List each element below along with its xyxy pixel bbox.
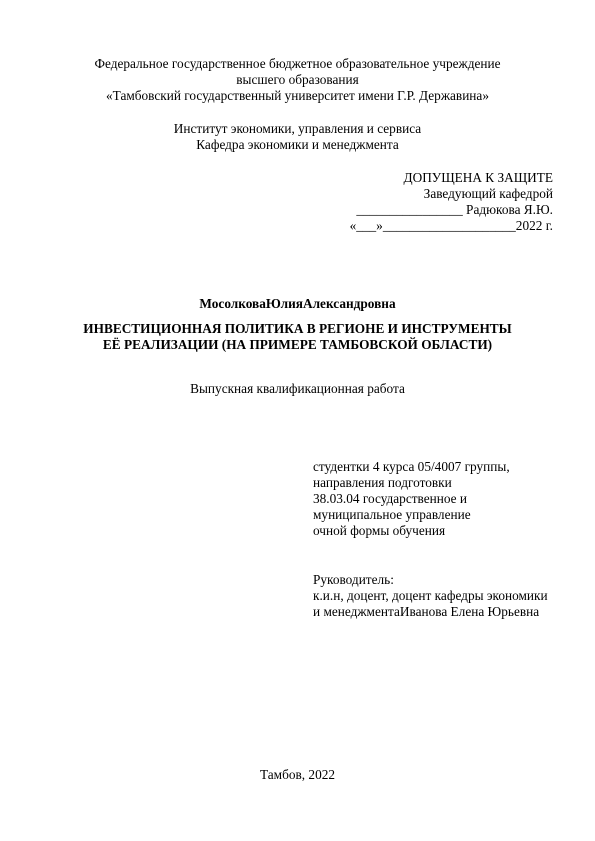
student-line-3: 38.03.04 государственное и (313, 491, 468, 506)
work-type-text: Выпускная квалификационная работа (190, 381, 405, 396)
approval-block (350, 170, 553, 234)
thesis-title-line-2: ЕЁ РЕАЛИЗАЦИИ (НА ПРИМЕРЕ ТАМБОВСКОЙ ОБЛАСТИ) (102, 337, 493, 352)
institute-name: Институт экономики, управления и сервиса (173, 121, 422, 136)
work-type (0, 381, 595, 397)
city-year-footer (0, 767, 595, 783)
organization-line-3: «Тамбовский государственный университет имени Г.Р. Державина» (106, 88, 489, 103)
chair-name: Кафедра экономики и менеджмента (196, 137, 399, 152)
organization-header (0, 56, 595, 104)
organization-line-1: Федеральное государственное бюджетное образовательное учреждение (94, 56, 501, 71)
supervisor-line-2: и менеджментаИванова Елена Юрьевна (313, 604, 540, 619)
supervisor-info (313, 572, 573, 620)
student-line-2: направления подготовки (313, 475, 452, 490)
department-block (0, 121, 595, 153)
thesis-title (0, 321, 595, 353)
supervisor-line-1: к.и.н, доцент, доцент кафедры экономики (313, 588, 548, 603)
student-line-4: муниципальное управление (313, 507, 471, 522)
student-line-5: очной формы обучения (313, 523, 446, 538)
approval-status: ДОПУЩЕНА К ЗАЩИТЕ (403, 170, 553, 185)
author-name (0, 296, 595, 312)
approval-signature-line: ________________ Радюкова Я.Ю. (356, 202, 553, 217)
thesis-title-line-1: ИНВЕСТИЦИОННАЯ ПОЛИТИКА В РЕГИОНЕ И ИНСТРУМЕНТЫ (83, 321, 512, 336)
student-line-1: студентки 4 курса 05/4007 группы, (313, 459, 510, 474)
student-info (313, 459, 573, 539)
supervisor-label: Руководитель: (313, 572, 394, 587)
organization-line-2: высшего образования (236, 72, 359, 87)
author-name-text: МосолковаЮлияАлександровна (199, 296, 396, 311)
approval-position: Заведующий кафедрой (423, 186, 553, 201)
approval-date-line: «___»____________________2022 г. (349, 218, 553, 233)
city-year-text: Тамбов, 2022 (259, 767, 336, 782)
